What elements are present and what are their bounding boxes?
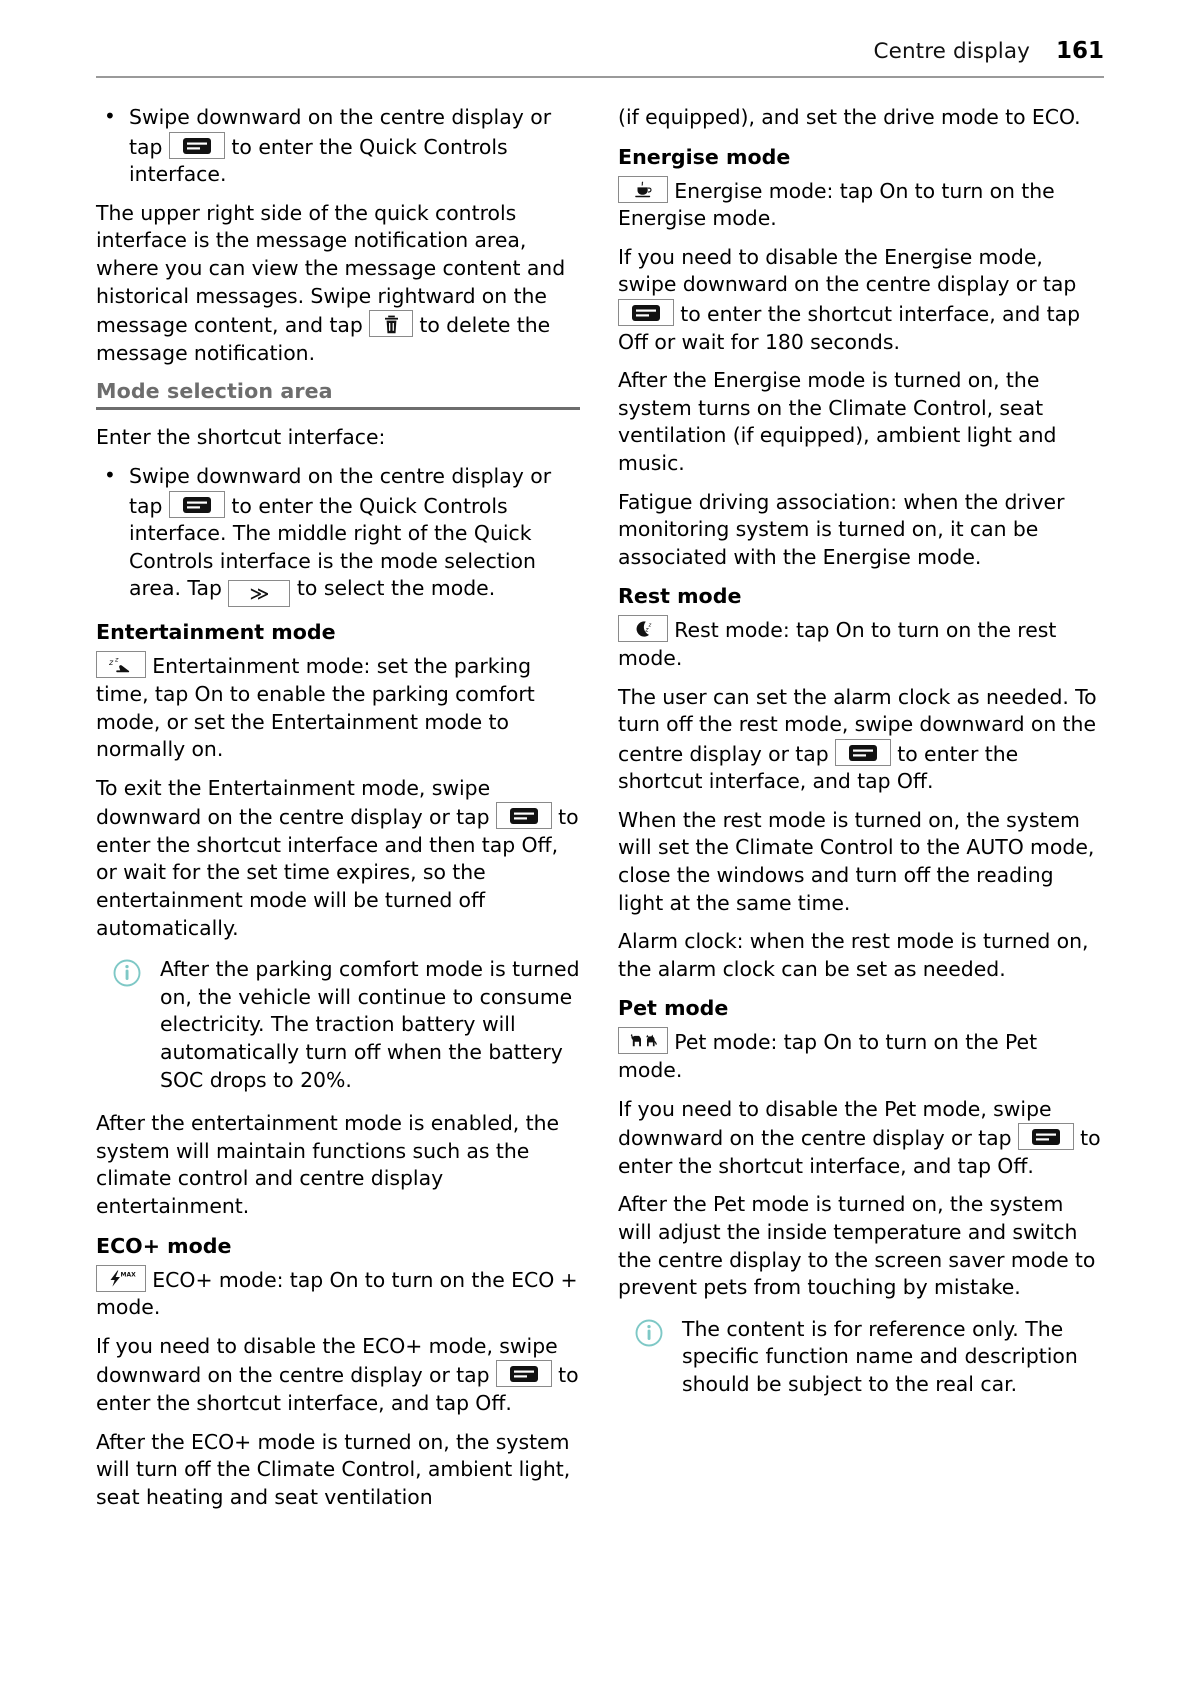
body-columns xyxy=(96,104,1104,1643)
paragraph-text: Energise mode: tap On to turn on the Energise mode. xyxy=(618,178,1055,231)
paragraph-rest-alarm-clock xyxy=(618,684,1102,796)
paragraph-text-a: If you need to disable the Pet mode, swipe downward on the centre display or tap xyxy=(618,1096,1052,1151)
quick-controls-panel-icon xyxy=(618,299,674,326)
heading-energise-mode: Energise mode xyxy=(618,144,791,169)
header-chapter-title: Centre display xyxy=(873,39,1030,64)
paragraph-pet-intro xyxy=(618,1027,1102,1084)
paragraph-message-notification xyxy=(96,200,580,368)
header-divider xyxy=(96,76,1104,78)
double-chevron-glyph: ≫ xyxy=(249,583,270,606)
paragraph-exit-entertainment xyxy=(96,775,580,943)
paragraph-text-b: to delete the message notification. xyxy=(96,313,551,365)
double-chevron-right-icon xyxy=(228,580,290,607)
paragraph-text-b: to enter the shortcut interface and then tap Off, or wait for the set time expires, so the entertainment mode will be turned off automatically. xyxy=(96,805,579,940)
left-column xyxy=(96,104,580,1643)
svg-text:z: z xyxy=(648,622,652,629)
paragraph-eco-continuation: (if equipped), and set the drive mode to ECO. xyxy=(618,105,1081,129)
quick-controls-panel-icon xyxy=(496,802,552,829)
paragraph-energise-intro xyxy=(618,176,1102,233)
note-reference-only xyxy=(634,1316,1102,1399)
paragraph-text-b: to enter the shortcut interface, and tap Off or wait for 180 seconds. xyxy=(618,301,1081,354)
paragraph-text: Pet mode: tap On to turn on the Pet mode. xyxy=(618,1030,1038,1083)
quick-controls-panel-icon xyxy=(496,1360,552,1387)
paragraph-energise-effects: After the Energise mode is turned on, the system turns on the Climate Control, seat ventilation (if equipped), ambient light and music. xyxy=(618,368,1057,475)
heading-eco-plus-mode: ECO+ mode xyxy=(96,1233,232,1258)
paragraph-text-a: If you need to disable the Energise mode, swipe downward on the centre display or tap xyxy=(618,244,1077,297)
eco-plus-max-bolt-icon xyxy=(96,1265,146,1292)
paragraph-text-b: to enter the shortcut interface, and tap Off. xyxy=(96,1363,579,1415)
paragraph-enter-shortcut: Enter the shortcut interface: xyxy=(96,425,386,450)
entertainment-seat-zzz-icon xyxy=(96,651,146,678)
paragraph-disable-eco-plus xyxy=(96,1333,580,1418)
info-icon xyxy=(634,1318,664,1348)
paragraph-entertainment-intro xyxy=(96,651,580,763)
paragraph-text-a: The upper right side of the quick controls interface is the message notification area, where you can view the message content and historical messages. Swipe rightward on the message content, and tap xyxy=(96,200,566,338)
list-item xyxy=(96,104,580,189)
note-text: After the parking comfort mode is turned on, the vehicle will continue to consume electricity. The traction battery will automatically turn off when the battery SOC drops to 20%. xyxy=(160,957,580,1092)
paragraph-text-b: to enter the shortcut interface, and tap Off. xyxy=(618,1126,1101,1178)
paragraph-text-b: to enter the shortcut interface, and tap Off. xyxy=(618,741,1019,794)
paragraph-text-a: The user can set the alarm clock as needed. To turn off the rest mode, swipe downward on the centre display or tap xyxy=(618,684,1097,766)
note-text: The content is for reference only. The specific function name and description should be subject to the real car. xyxy=(682,1316,1078,1396)
bullet-text-b: to enter the Quick Controls interface. The middle right of the Quick Controls interface is the mode selection area. Tap xyxy=(129,493,536,601)
heading-rest-mode: Rest mode xyxy=(618,584,742,609)
right-column xyxy=(618,104,1102,1643)
quick-controls-panel-icon xyxy=(169,491,225,518)
page-header xyxy=(96,38,1104,64)
info-icon xyxy=(112,958,142,988)
paragraph-disable-energise xyxy=(618,244,1102,356)
note-parking-comfort xyxy=(112,956,580,1094)
svg-text:z: z xyxy=(109,658,114,668)
paragraph-entertainment-enabled: After the entertainment mode is enabled, the system will maintain functions such as the climate control and centre display entertainment. xyxy=(96,1111,560,1218)
quick-controls-panel-icon xyxy=(169,132,225,159)
svg-text:z: z xyxy=(645,626,649,634)
quick-controls-panel-icon xyxy=(1018,1123,1074,1150)
paragraph-rest-intro xyxy=(618,615,1102,672)
heading-entertainment-mode: Entertainment mode xyxy=(96,620,336,645)
paragraph-disable-pet xyxy=(618,1096,1102,1181)
svg-text:z: z xyxy=(115,655,119,664)
heading-pet-mode: Pet mode xyxy=(618,996,729,1021)
paragraph-eco-plus-effects: After the ECO+ mode is turned on, the system will turn off the Climate Control, ambient light, seat heating and seat ventilation xyxy=(96,1429,571,1509)
section-heading-rule xyxy=(96,407,580,410)
coffee-cup-icon xyxy=(618,176,668,203)
paragraph-pet-effects: After the Pet mode is turned on, the system will adjust the inside temperature and switch the centre display to the screen saver mode to prevent pets from touching by mistake. xyxy=(618,1192,1096,1300)
svg-text:MAX: MAX xyxy=(120,1271,136,1279)
paragraph-rest-effects: When the rest mode is turned on, the system will set the Climate Control to the AUTO mode, close the windows and turn off the reading light at the same time. xyxy=(618,807,1095,915)
bullet-text-b: to enter the Quick Controls interface. xyxy=(129,134,508,187)
paragraph-text: Rest mode: tap On to turn on the rest mode. xyxy=(618,618,1057,670)
page-number: 161 xyxy=(1055,38,1104,64)
section-heading-mode-selection: Mode selection area xyxy=(96,379,333,404)
list-item xyxy=(96,463,580,607)
paragraph-text-a: To exit the Entertainment mode, swipe downward on the centre display or tap xyxy=(96,775,491,830)
dog-and-cat-icon xyxy=(618,1027,668,1054)
mode-selection-bullet-list xyxy=(96,463,580,607)
bullet-text-a: Swipe downward on the centre display or tap xyxy=(129,463,552,518)
paragraph-eco-plus-intro xyxy=(96,1265,580,1322)
quick-controls-panel-icon xyxy=(835,739,891,766)
paragraph-text-a: If you need to disable the ECO+ mode, swipe downward on the centre display or tap xyxy=(96,1333,558,1388)
quick-controls-bullet-list xyxy=(96,104,580,189)
paragraph-alarm-clock: Alarm clock: when the rest mode is turned on, the alarm clock can be set as needed. xyxy=(618,929,1089,981)
paragraph-text: ECO+ mode: tap On to turn on the ECO + mode. xyxy=(96,1267,578,1320)
bullet-text-c: to select the mode. xyxy=(296,576,496,601)
trash-bin-icon xyxy=(369,310,413,337)
paragraph-text: Entertainment mode: set the parking time, tap On to enable the parking comfort mode, or set the Entertainment mode to normally on. xyxy=(96,654,535,762)
bullet-text-a: Swipe downward on the centre display or tap xyxy=(129,105,552,159)
paragraph-fatigue-association: Fatigue driving association: when the driver monitoring system is turned on, it can be associated with the Energise mode. xyxy=(618,489,1065,569)
crescent-moon-zzz-icon xyxy=(618,615,668,642)
